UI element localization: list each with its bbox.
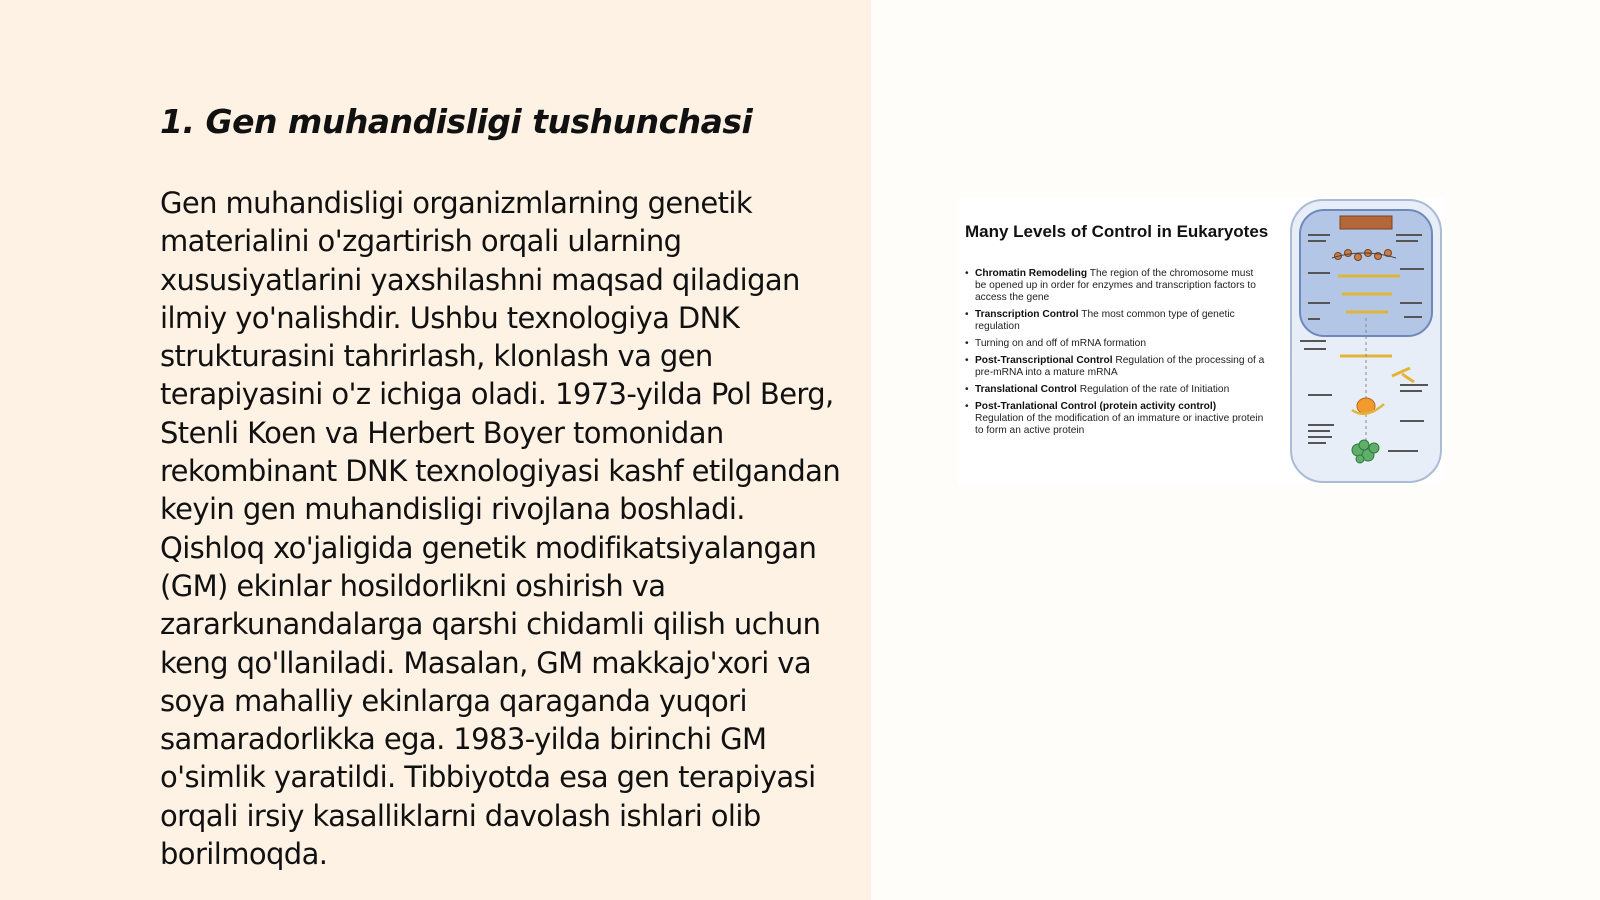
- list-item-desc: Regulation of the processing of a pre-mRNA into a mature mRNA: [975, 355, 1265, 378]
- eukaryotic-cell-diagram: [1288, 198, 1444, 484]
- slide-body-text: Gen muhandisligi organizmlarning genetik materialini o'zgartirish orqali ularning xususiyatlarini yaxshilashni maqsad qiladigan ilmiy yo'nalishdir. Ushbu texnologiya DNK strukturasini tahrirlash, klonlash va gen terapiyasini o'z ichiga oladi. 1973-yilda Pol Berg, Stenli Koen va Herbert Boyer tomonidan rekombinant DNK texnologiyasi kashf etilgandan keyin gen muhandisligi rivojlana boshladi. Qishloq xo'jaligida genetik modifikatsiyalangan (GM) ekinlar hosildorlikni oshirish va zararkunandalarga qarshi chidamli qilish uchun keng qo'llaniladi. Masalan, GM makkajo'xori va soya mahalliy ekinlarga qaraganda yuqori samaradorlikka ega. 1983-yilda birinchi GM o'simlik yaratildi. Tibbiyotda esa gen terapiyasi orqali irsiy kasalliklarni davolash ishlari olib borilmoqda.: [160, 186, 841, 872]
- list-item-desc: Turning on and off of mRNA formation: [975, 338, 1147, 349]
- list-item: [965, 355, 1265, 379]
- list-item: [965, 384, 1265, 396]
- list-item: [965, 309, 1265, 333]
- list-item-desc: Regulation of the rate of Initiation: [1079, 384, 1230, 395]
- figure-bullet-list: [965, 268, 1265, 442]
- list-item-term: Post-Tranlational Control (protein activity control): [975, 401, 1217, 412]
- list-item-term: Chromatin Remodeling: [975, 268, 1088, 279]
- eukaryote-control-figure: [958, 198, 1444, 484]
- list-item-term: Transcription Control: [975, 309, 1079, 320]
- list-item: [965, 268, 1265, 304]
- list-item: [965, 338, 1265, 350]
- list-item: [965, 401, 1265, 437]
- list-item-term: Translational Control: [975, 384, 1077, 395]
- list-item-desc: Regulation of the modification of an immature or inactive protein to form an active protein: [975, 413, 1264, 436]
- list-item-desc: The region of the chromosome must be opened up in order for enzymes and transcription factors to access the gene: [975, 268, 1256, 303]
- list-item-term: Post-Transcriptional Control: [975, 355, 1113, 366]
- slide-title: 1. Gen muhandisligi tushunchasi: [160, 102, 753, 141]
- list-item-desc: The most common type of genetic regulation: [975, 309, 1235, 332]
- figure-title: Many Levels of Control in Eukaryotes: [965, 222, 1269, 241]
